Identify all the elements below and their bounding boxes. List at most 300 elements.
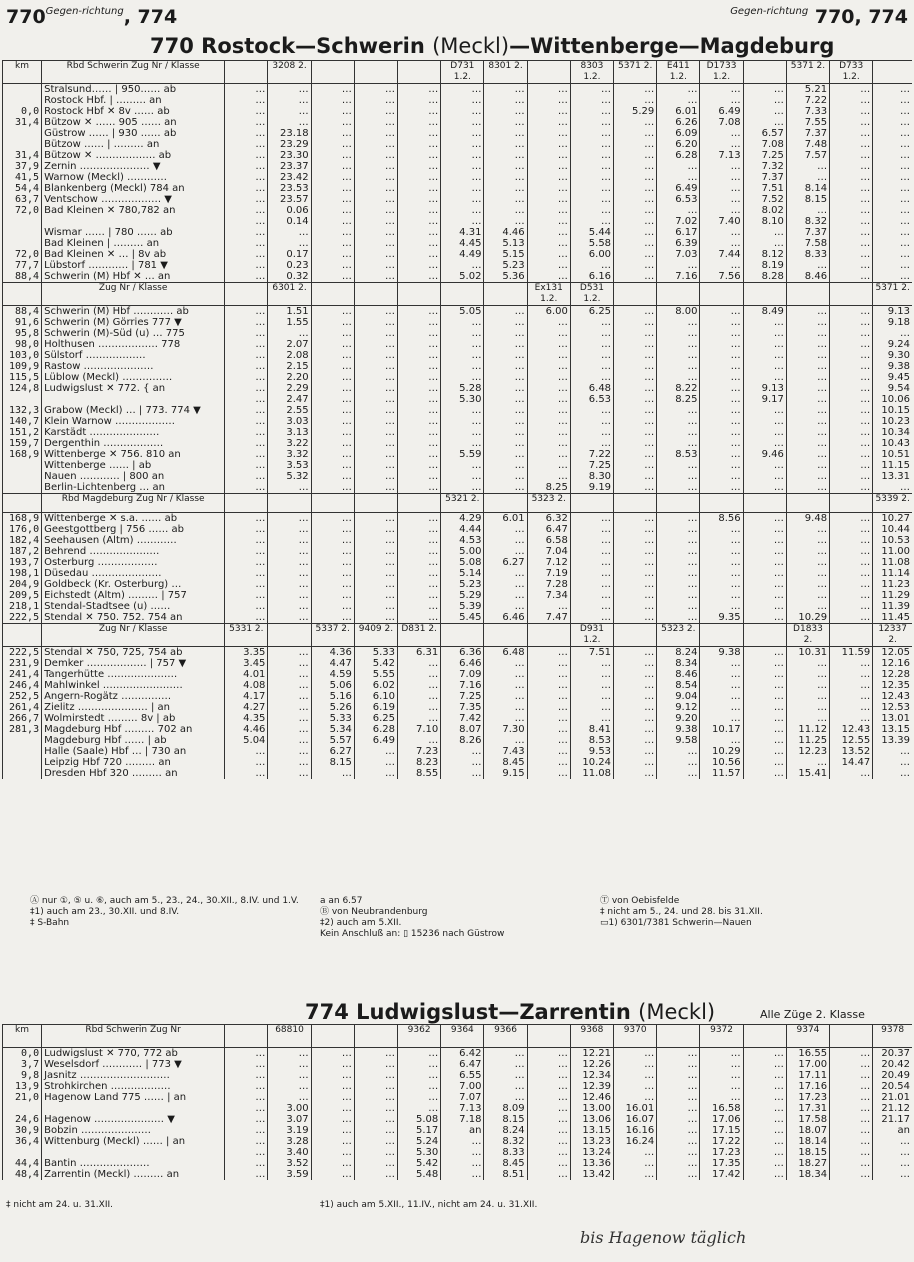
time-cell: … [570,669,613,680]
station-cell: Ludwigslust ✕ 772. { an [42,383,225,394]
station-cell: Leipzig Hbf 720 ……… an [42,757,225,768]
time-cell: … [830,1125,873,1136]
time-cell: 7.30 [484,724,527,735]
time-cell: … [354,746,397,757]
time-cell: 2.55 [268,405,311,416]
table-row [3,372,913,383]
time-cell: … [354,1103,397,1114]
time-cell: … [441,746,484,757]
time-cell: … [657,95,700,106]
header-cell [830,1025,873,1048]
time-cell: … [527,757,570,768]
time-cell: … [398,1081,441,1092]
time-cell: 6.46 [484,612,527,624]
time-cell: … [743,713,786,724]
table-row [3,1136,913,1147]
time-cell: … [786,557,829,568]
time-cell: … [786,535,829,546]
time-cell: … [614,328,657,339]
time-cell: … [614,1081,657,1092]
header-cell: D1833 2. [786,624,829,647]
footnote: ‡ S-Bahn [30,918,70,928]
time-cell: … [657,460,700,471]
time-cell: 13.23 [570,1136,613,1147]
time-cell: … [873,482,912,494]
table-row [3,194,913,205]
time-cell: … [311,372,354,383]
time-cell: … [873,227,912,238]
time-cell: … [570,405,613,416]
time-cell: … [614,249,657,260]
time-cell: … [527,1081,570,1092]
header-cell [398,494,441,513]
time-cell: … [873,260,912,271]
station-cell: Weselsdorf ………… | 773 ▼ [42,1059,225,1070]
time-cell: … [311,95,354,106]
time-cell: … [700,702,743,713]
time-cell: … [354,513,397,525]
time-cell: … [830,183,873,194]
time-cell: 8.49 [743,306,786,318]
header-left: $770^{Gegen-richtung}$, 774 [6,6,178,28]
time-cell: … [614,238,657,249]
station-cell: Dresden Hbf 320 ……… an [42,768,225,779]
header-cell [3,283,42,306]
time-cell: 3.32 [268,449,311,460]
time-cell: … [614,1059,657,1070]
time-cell: 7.04 [527,546,570,557]
time-cell: … [225,1103,268,1114]
time-cell: … [743,601,786,612]
time-cell: … [225,427,268,438]
time-cell: 8.30 [570,471,613,482]
time-cell: 5.13 [484,238,527,249]
time-cell: … [743,768,786,779]
time-cell: … [786,394,829,405]
time-cell: … [830,460,873,471]
header-cell: 9409 2. [354,624,397,647]
time-cell: … [830,139,873,150]
time-cell: … [354,1092,397,1103]
table-row [3,535,913,546]
time-cell: 10.34 [873,427,912,438]
time-cell: … [657,1158,700,1169]
km-cell [3,227,42,238]
time-cell: … [743,1125,786,1136]
time-cell: … [830,579,873,590]
time-cell: … [700,161,743,172]
time-cell: 5.30 [398,1147,441,1158]
time-cell: … [743,1070,786,1081]
time-cell: … [484,601,527,612]
table-770-title-main: 770 Rostock—Schwerin [150,34,425,58]
table-770-title [150,34,834,58]
header-cell [225,283,268,306]
time-cell: … [830,394,873,405]
time-cell: 10.29 [786,612,829,624]
km-cell: 95,8 [3,328,42,339]
table-row [3,205,913,216]
time-cell: … [527,416,570,427]
time-cell: 6.31 [398,647,441,659]
time-cell: 6.09 [657,128,700,139]
time-cell: … [527,339,570,350]
time-cell: 3.59 [268,1169,311,1180]
time-cell: … [614,1070,657,1081]
time-cell: … [225,383,268,394]
time-cell: … [398,106,441,117]
time-cell: … [398,612,441,624]
time-cell: 7.58 [786,238,829,249]
time-cell: … [398,482,441,494]
time-cell: 9.38 [657,724,700,735]
station-cell: Bad Kleinen | ……… an [42,238,225,249]
time-cell: … [527,1169,570,1180]
time-cell: … [830,150,873,161]
time-cell: 11.08 [873,557,912,568]
time-cell: 10.51 [873,449,912,460]
time-cell: … [700,260,743,271]
time-cell: … [700,405,743,416]
time-cell: … [225,216,268,227]
time-cell: … [743,416,786,427]
table-row [3,139,913,150]
time-cell: … [484,383,527,394]
time-cell: … [354,1136,397,1147]
header-cell: 8303 1.2. [570,61,613,84]
time-cell: … [398,227,441,238]
time-cell: … [527,1092,570,1103]
time-cell: … [484,117,527,128]
time-cell: … [225,172,268,183]
time-cell: … [786,383,829,394]
table-row [3,161,913,172]
time-cell: … [657,471,700,482]
time-cell: 8.45 [484,1158,527,1169]
time-cell: … [657,84,700,96]
km-cell: 168,9 [3,449,42,460]
time-cell: … [225,161,268,172]
header-cell: 8301 2. [484,61,527,84]
time-cell: … [398,449,441,460]
time-cell: … [873,139,912,150]
time-cell: 12.21 [570,1048,613,1060]
table-row [3,249,913,260]
time-cell: … [398,438,441,449]
time-cell: … [830,1136,873,1147]
time-cell: … [484,128,527,139]
header-cell: 3208 2. [268,61,311,84]
time-cell: … [830,372,873,383]
time-cell: … [614,658,657,669]
time-cell: … [527,238,570,249]
time-cell: 6.49 [657,183,700,194]
time-cell: … [225,394,268,405]
station-cell: Zarrentin (Meckl) ……… an [42,1169,225,1180]
time-cell: … [484,216,527,227]
time-cell: 6.53 [657,194,700,205]
time-cell: … [484,1048,527,1060]
time-cell: … [614,546,657,557]
header-left-num: 770 [6,6,46,28]
time-cell: … [311,394,354,405]
time-cell: … [354,568,397,579]
time-cell: … [441,1158,484,1169]
time-cell: 7.44 [700,249,743,260]
time-cell: … [830,557,873,568]
time-cell: 8.15 [484,1114,527,1125]
km-cell [3,84,42,96]
time-cell: … [743,735,786,746]
time-cell: … [830,612,873,624]
header-cell [354,1025,397,1048]
table-header-row [3,624,913,647]
time-cell: … [570,117,613,128]
time-cell: 7.13 [441,1103,484,1114]
time-cell: … [354,1169,397,1180]
time-cell: … [700,669,743,680]
time-cell: … [830,1081,873,1092]
table-row [3,128,913,139]
time-cell: … [398,350,441,361]
table-row [3,612,913,624]
time-cell: … [873,271,912,283]
time-cell: … [570,172,613,183]
time-cell: … [354,339,397,350]
time-cell: … [614,161,657,172]
time-cell: 6.19 [354,702,397,713]
time-cell: … [441,339,484,350]
time-cell: 18.07 [786,1125,829,1136]
time-cell: … [225,95,268,106]
time-cell: … [398,535,441,546]
time-cell: … [354,1048,397,1060]
time-cell: 8.53 [570,735,613,746]
footnotes-770-a [30,896,300,929]
time-cell: 5.34 [311,724,354,735]
time-cell: … [873,150,912,161]
time-cell: … [873,249,912,260]
km-cell: 0,0 [3,1048,42,1060]
time-cell: … [570,702,613,713]
time-cell: … [354,95,397,106]
time-cell: … [830,216,873,227]
km-cell [3,471,42,482]
time-cell: … [743,1158,786,1169]
time-cell: 17.15 [700,1125,743,1136]
time-cell: 12.39 [570,1081,613,1092]
header-cell [614,283,657,306]
time-cell: … [225,139,268,150]
time-cell: 9.20 [657,713,700,724]
header-cell [657,494,700,513]
time-cell: … [354,579,397,590]
time-cell: … [786,601,829,612]
time-cell: … [700,524,743,535]
time-cell: … [311,227,354,238]
header-cell [614,624,657,647]
km-cell: 91,6 [3,317,42,328]
time-cell: … [225,372,268,383]
time-cell: … [441,95,484,106]
km-cell: 222,5 [3,612,42,624]
time-cell: 5.21 [786,84,829,96]
time-cell: … [570,513,613,525]
table-row [3,1048,913,1060]
time-cell: 8.55 [398,768,441,779]
time-cell: … [527,84,570,96]
time-cell: 21.01 [873,1092,912,1103]
time-cell: … [743,227,786,238]
time-cell: … [398,691,441,702]
time-cell: … [614,372,657,383]
time-cell: 23.29 [268,139,311,150]
time-cell: … [354,427,397,438]
time-cell: … [398,1092,441,1103]
km-cell: 98,0 [3,339,42,350]
time-cell: … [700,471,743,482]
time-cell: … [441,139,484,150]
time-cell: 9.17 [743,394,786,405]
time-cell: … [268,680,311,691]
header-cell: 5371 2. [614,61,657,84]
time-cell: … [527,1147,570,1158]
time-cell: 20.42 [873,1059,912,1070]
time-cell: … [354,372,397,383]
time-cell: … [570,328,613,339]
time-cell: 10.15 [873,405,912,416]
header-cell: 9366 [484,1025,527,1048]
time-cell: 7.02 [657,216,700,227]
time-cell: 23.18 [268,128,311,139]
time-cell: … [570,713,613,724]
time-cell: … [484,713,527,724]
time-cell: 17.16 [786,1081,829,1092]
time-cell: … [657,172,700,183]
km-cell [3,95,42,106]
time-cell: … [311,1059,354,1070]
time-cell: 7.35 [441,702,484,713]
time-cell: … [527,713,570,724]
time-cell: … [311,416,354,427]
time-cell: … [657,746,700,757]
time-cell: … [830,128,873,139]
time-cell: 4.31 [441,227,484,238]
time-cell: 5.23 [441,579,484,590]
time-cell: … [484,546,527,557]
station-cell: Bobzin ………………… [42,1125,225,1136]
time-cell: 4.46 [225,724,268,735]
time-cell: … [527,691,570,702]
header-cell [527,1025,570,1048]
time-cell: … [398,383,441,394]
time-cell: … [527,438,570,449]
time-cell: … [657,612,700,624]
time-cell: … [786,339,829,350]
time-cell: 3.13 [268,427,311,438]
time-cell: … [354,1070,397,1081]
footnote: Ⓣ von Oebisfelde [600,896,680,906]
time-cell: … [311,306,354,318]
time-cell: … [570,524,613,535]
time-cell: 8.54 [657,680,700,691]
time-cell: … [830,405,873,416]
time-cell: … [873,1158,912,1169]
time-cell: 7.16 [657,271,700,283]
time-cell: … [398,271,441,283]
station-cell: Wittenburg (Meckl) …… | an [42,1136,225,1147]
station-cell: Klein Warnow ……………… [42,416,225,427]
time-cell: … [700,139,743,150]
time-cell: … [614,460,657,471]
header-cell [743,494,786,513]
time-cell: … [614,768,657,779]
time-cell: 7.51 [570,647,613,659]
time-cell: … [743,438,786,449]
time-cell: … [527,405,570,416]
time-cell: … [657,1048,700,1060]
time-cell: … [398,194,441,205]
time-cell: 6.39 [657,238,700,249]
time-cell: … [830,416,873,427]
time-cell: … [830,205,873,216]
time-cell: … [830,1114,873,1125]
header-cell [484,283,527,306]
time-cell: … [527,128,570,139]
time-cell: … [484,1092,527,1103]
table-row [3,460,913,471]
time-cell: … [398,460,441,471]
time-cell: 7.57 [786,150,829,161]
time-cell: 9.13 [743,383,786,394]
time-cell: … [657,328,700,339]
time-cell: 8.26 [441,735,484,746]
table-row [3,1114,913,1125]
time-cell: … [268,546,311,557]
time-cell: 8.32 [484,1136,527,1147]
header-cell [311,283,354,306]
table-row [3,183,913,194]
header-cell: 5321 2. [441,494,484,513]
time-cell: 8.34 [657,658,700,669]
time-cell: … [743,350,786,361]
header-cell [225,61,268,84]
time-cell: … [268,601,311,612]
time-cell: … [527,95,570,106]
time-cell: 5.59 [441,449,484,460]
time-cell: … [527,1059,570,1070]
time-cell: … [873,106,912,117]
time-cell: … [743,1059,786,1070]
time-cell: … [441,150,484,161]
time-cell: 7.22 [786,95,829,106]
station-cell: Holthusen ……………… 778 [42,339,225,350]
time-cell: … [743,1169,786,1180]
time-cell: 9.19 [570,482,613,494]
time-cell: … [743,471,786,482]
time-cell: … [484,84,527,96]
table-row [3,669,913,680]
header-cell [614,494,657,513]
km-cell: 36,4 [3,1136,42,1147]
time-cell: … [398,416,441,427]
time-cell: … [700,557,743,568]
time-cell: … [657,1114,700,1125]
km-cell: 209,5 [3,590,42,601]
time-cell: … [700,482,743,494]
table-row [3,746,913,757]
time-cell: … [484,460,527,471]
